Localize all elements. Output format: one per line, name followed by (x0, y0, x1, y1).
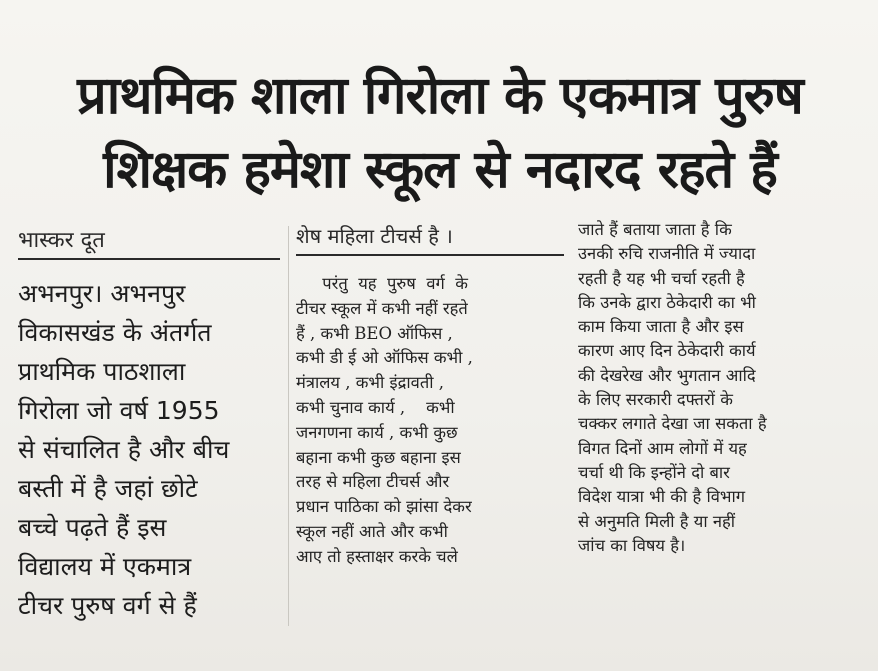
text-line: चक्कर लगाते देखा जा सकता है (578, 414, 767, 434)
column-2-body (296, 272, 564, 570)
text-line: जनगणना कार्य , कभी कुछ (296, 422, 458, 442)
column-2-heading: शेष महिला टीचर्स है । (296, 222, 564, 256)
column-divider (288, 226, 289, 626)
text-line: कि उनके द्वारा ठेकेदारी का भी (578, 292, 756, 312)
column-1 (18, 226, 280, 625)
text-line: चर्चा थी कि इन्होंने दो बार (578, 462, 730, 482)
text-line: आए तो हस्ताक्षर करके चले (296, 546, 458, 566)
text-line: उनकी रुचि राजनीति में ज्यादा (578, 244, 756, 264)
text-line: कारण आए दिन ठेकेदारी कार्य (578, 341, 756, 361)
text-line: परंतु यह पुरुष वर्ग के (296, 274, 468, 293)
text-line: प्राथमिक पाठशाला (18, 357, 186, 386)
headline (20, 60, 860, 208)
text-line: कभी चुनाव कार्य , कभी (296, 397, 455, 417)
text-line: बहाना कभी कुछ बहाना इस (296, 447, 461, 467)
text-line: से संचालित है और बीच (18, 435, 230, 464)
text-line: विद्यालय में एकमात्र (18, 552, 192, 581)
text-line: तरह से महिला टीचर्स और (296, 472, 450, 492)
column-2 (296, 222, 564, 570)
text-line: की देखरेख और भुगतान आदि (578, 365, 756, 385)
text-line: रहती है यह भी चर्चा रहती है (578, 268, 745, 288)
text-line: कभी डी ई ओ ऑफिस कभी , (296, 348, 473, 368)
text-line: विगत दिनों आम लोगों में यह (578, 438, 747, 458)
byline: भास्कर दूत (18, 226, 280, 260)
text-line: मंत्रालय , कभी इंद्रावती , (296, 373, 445, 393)
text-line: जाते हैं बताया जाता है कि (578, 220, 732, 239)
text-line: के लिए सरकारी दफ्तरों के (578, 390, 733, 410)
text-line: टीचर पुरुष वर्ग से हैं (18, 591, 197, 620)
text-line: हैं , कभी BEO ऑफिस , (296, 323, 453, 343)
column-3 (578, 218, 858, 558)
text-line: से अनुमति मिली है या नहीं (578, 511, 736, 531)
text-line: बस्ती में है जहां छोटे (18, 474, 198, 503)
text-line: प्रधान पाठिका को झांसा देकर (296, 497, 472, 517)
headline-line-1: प्राथमिक शाला गिरोला के एकमात्र पुरुष (77, 66, 803, 126)
text-line: काम किया जाता है और इस (578, 317, 744, 337)
text-line: स्कूल नहीं आते और कभी (296, 521, 448, 541)
text-line: गिरोला जो वर्ष 1955 (18, 396, 220, 425)
text-line: विकासखंड के अंतर्गत (18, 318, 212, 347)
text-line: जांच का विषय है। (578, 535, 686, 555)
text-line: बच्चे पढ़ते हैं इस (18, 513, 167, 542)
column-1-body (18, 274, 280, 625)
text-line: अभनपुर। अभनपुर (18, 279, 186, 308)
text-line: विदेश यात्रा भी की है विभाग (578, 487, 746, 507)
headline-line-2: शिक्षक हमेशा स्कूल से नदारद रहते हैं (103, 140, 777, 200)
text-line: टीचर स्कूल में कभी नहीं रहते (296, 298, 468, 318)
